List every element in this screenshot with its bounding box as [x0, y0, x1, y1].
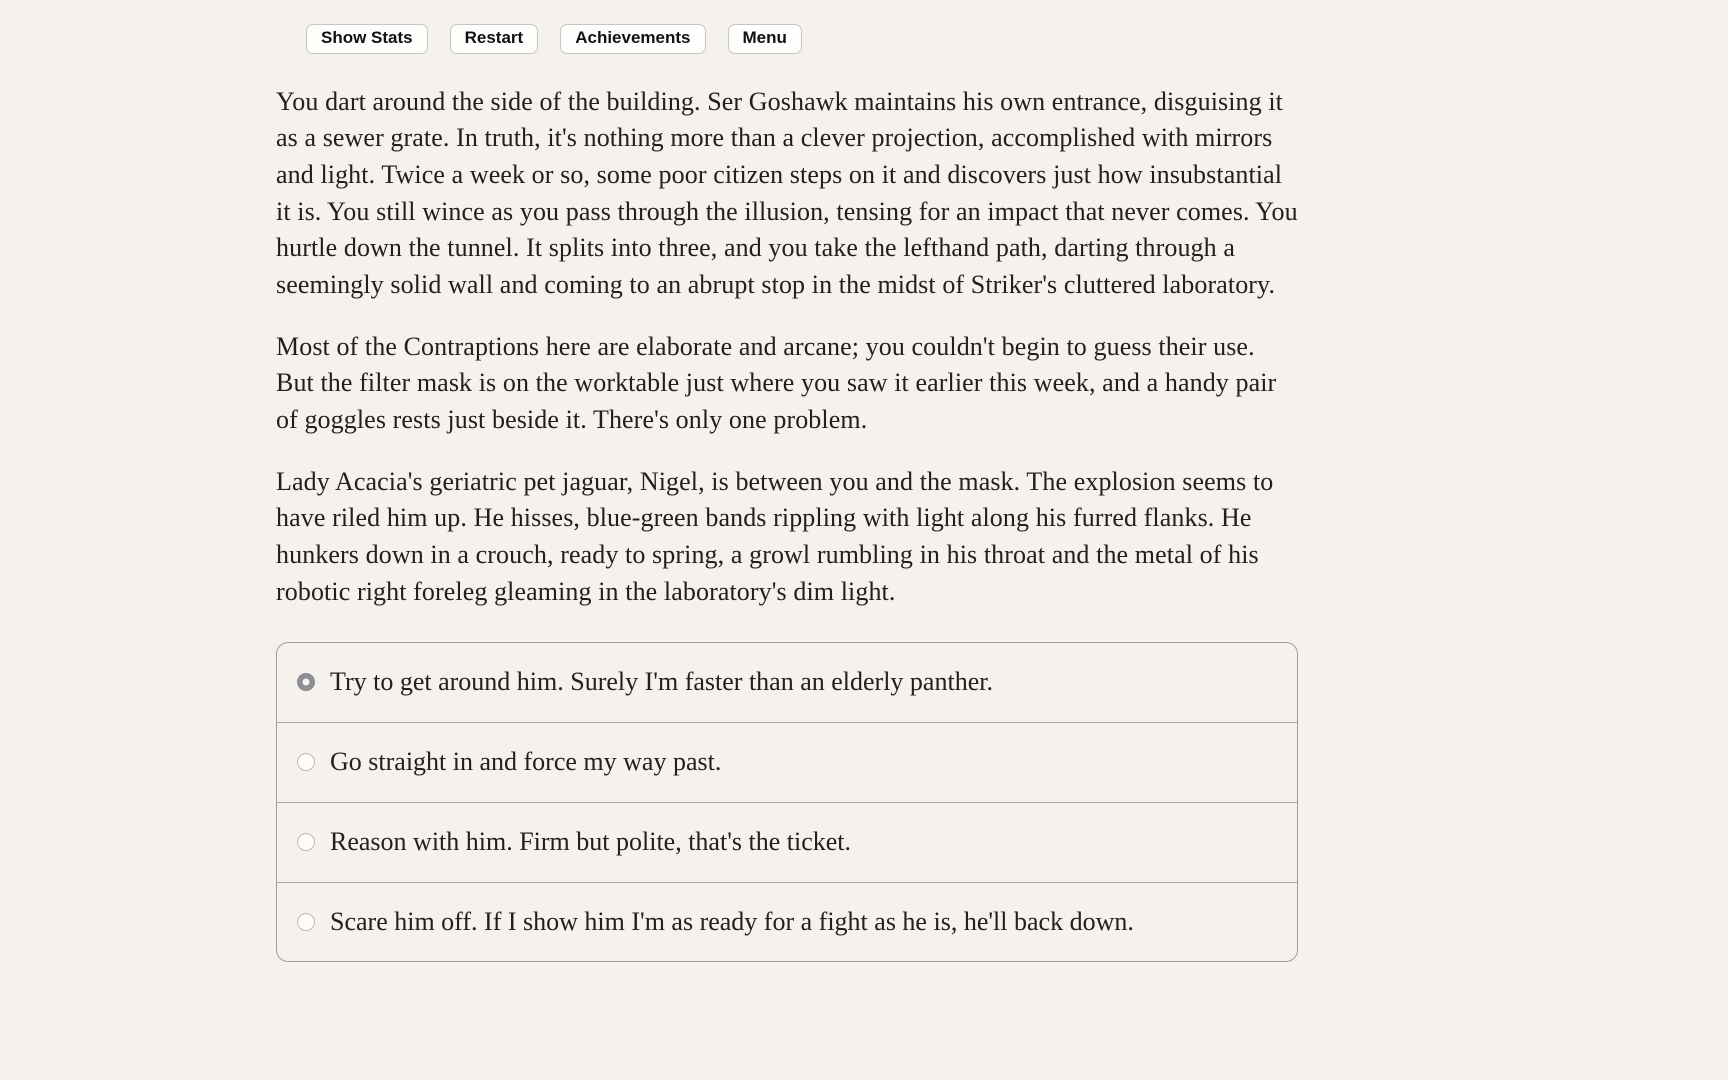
restart-button[interactable]: Restart — [450, 24, 539, 54]
choice-label[interactable]: Reason with him. Firm but polite, that's the ticket. — [330, 826, 852, 856]
choice-label[interactable]: Go straight in and force my way past. — [330, 747, 722, 777]
choice-option-4[interactable] — [277, 883, 1297, 962]
menu-button[interactable]: Menu — [728, 24, 802, 54]
radio-button[interactable] — [297, 913, 315, 931]
choice-option-1[interactable] — [277, 643, 1297, 723]
choice-option-3[interactable] — [277, 803, 1297, 883]
show-stats-button[interactable]: Show Stats — [306, 24, 428, 54]
radio-button[interactable] — [297, 753, 315, 771]
story-text — [276, 84, 1298, 611]
choice-label[interactable]: Scare him off. If I show him I'm as ready for a fight as he is, he'll back down. — [330, 906, 1134, 936]
radio-button[interactable] — [297, 833, 315, 851]
radio-button[interactable] — [297, 673, 315, 691]
choice-label[interactable]: Try to get around him. Surely I'm faster than an elderly panther. — [330, 667, 993, 697]
story-paragraph: Lady Acacia's geriatric pet jaguar, Nigel, is between you and the mask. The explosion seems to have riled him up. He hisses, blue-green bands rippling with light along his furred flanks. He hunkers down in a crouch, ready to spring, a growl rumbling in his throat and the metal of his robotic right foreleg gleaming in the laboratory's dim light. — [276, 466, 1274, 606]
achievements-button[interactable]: Achievements — [560, 24, 705, 54]
choice-list — [276, 642, 1298, 962]
toolbar — [276, 24, 1298, 54]
game-content — [276, 0, 1298, 962]
choice-option-2[interactable] — [277, 723, 1297, 803]
story-paragraph: You dart around the side of the building. Ser Goshawk maintains his own entrance, disguising it as a sewer grate. In truth, it's nothing more than a clever projection, accomplished with mirrors and light. Twice a week or so, some poor citizen steps on it and discovers just how insubstantial it is. You still wince as you pass through the illusion, tensing for an impact that never comes. You hurtle down the tunnel. It splits into three, and you take the lefthand path, darting through a seemingly solid wall and coming to an abrupt stop in the midst of Striker's cluttered laboratory. — [276, 86, 1298, 299]
story-paragraph: Most of the Contraptions here are elaborate and arcane; you couldn't begin to guess their use. But the filter mask is on the worktable just where you saw it earlier this week, and a handy pair of goggles rests just beside it. There's only one problem. — [276, 331, 1277, 434]
